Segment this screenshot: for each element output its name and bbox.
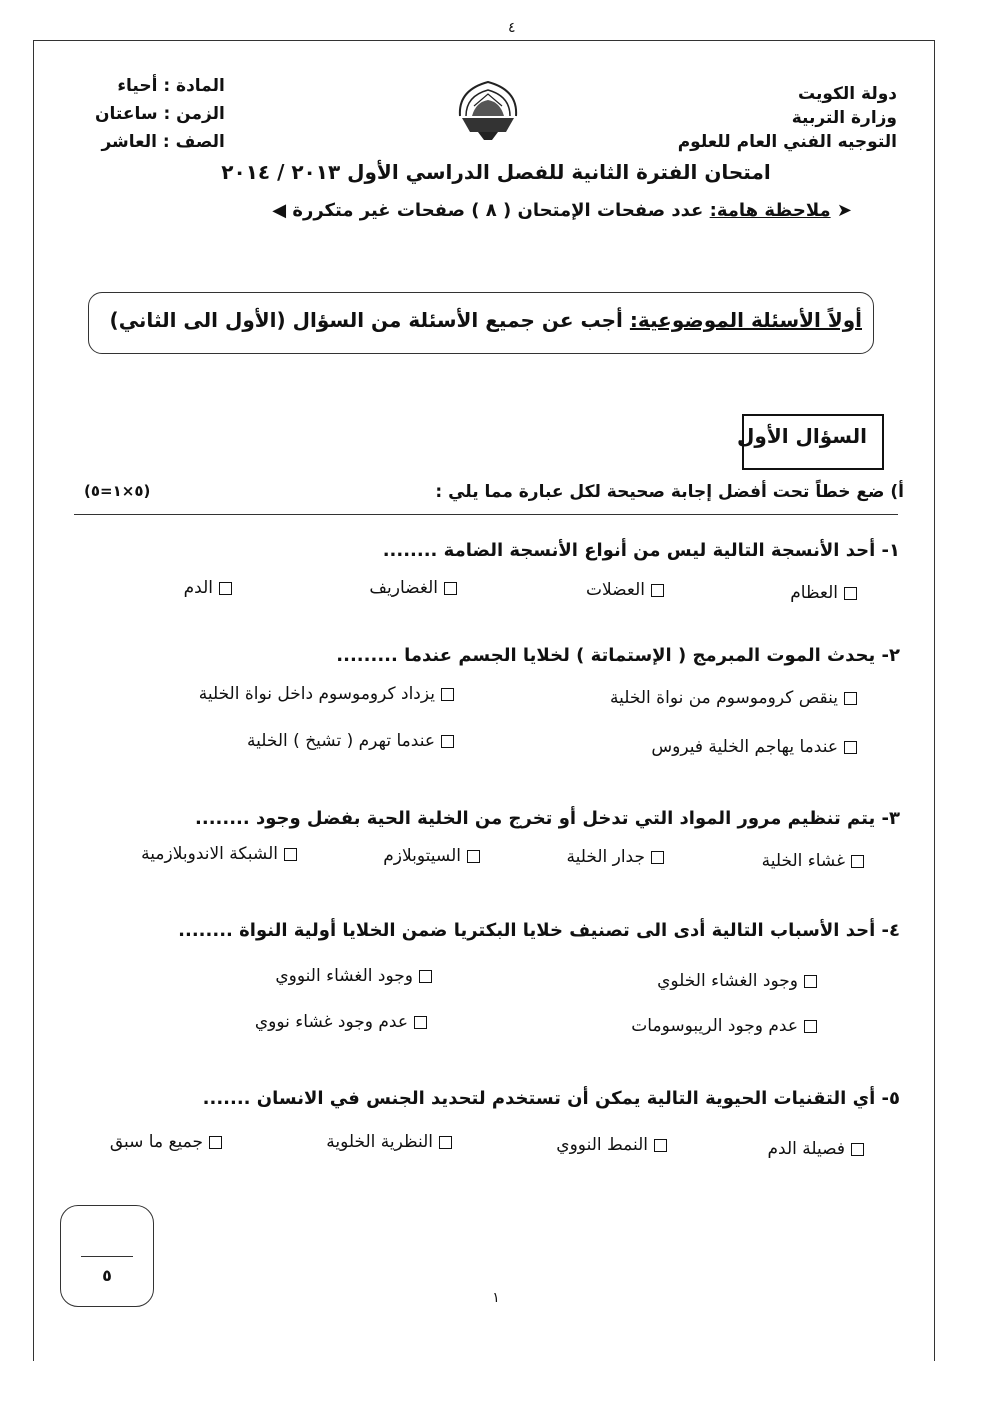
question-2-option-2[interactable]: [199, 684, 454, 704]
kuwait-emblem-icon: [452, 76, 524, 142]
instruction-line: [84, 482, 904, 502]
question-3-option-4[interactable]: [141, 844, 297, 864]
option-label: فصيلة الدم: [767, 1139, 845, 1159]
option-label: عدم وجود الريبوسومات: [631, 1016, 798, 1036]
checkbox-icon: [467, 850, 480, 863]
question-5-option-2[interactable]: [556, 1135, 667, 1155]
option-label: ينقص كروموسوم من نواة الخلية: [610, 688, 838, 708]
note-arrow-icon: ➤: [836, 200, 852, 221]
question-5-option-1[interactable]: [768, 1139, 865, 1159]
question-4-option-3[interactable]: [631, 1016, 817, 1036]
important-note: [272, 200, 852, 221]
checkbox-icon: [844, 587, 857, 600]
question-5-text: ٥- أي التقنيات الحيوية التالية يمكن أن تستخدم لتحديد الجنس في الانسان .......: [202, 1088, 900, 1109]
checkbox-icon: [851, 1143, 864, 1156]
option-label: عدم وجود غشاء نووي: [254, 1012, 408, 1032]
top-mark: ٤: [508, 20, 516, 36]
checkbox-icon: [441, 688, 454, 701]
checkbox-icon: [804, 1020, 817, 1033]
checkbox-icon: [419, 970, 432, 983]
note-text: عدد صفحات الإمتحان ( ٨ ) صفحات غير متكررة: [292, 200, 704, 221]
instruction-marks: (٥×١=٥): [84, 482, 151, 500]
question-one-title: السؤال الأول: [737, 424, 867, 448]
option-label: غشاء الخلية: [761, 851, 845, 871]
question-2-option-4[interactable]: [247, 731, 454, 751]
question-4-option-1[interactable]: [657, 971, 817, 991]
header-right: [678, 82, 897, 154]
option-label: الغضاريف: [369, 578, 438, 598]
note-label: ملاحظة هامة:: [709, 200, 831, 221]
question-4-option-4[interactable]: [255, 1012, 427, 1032]
question-1-text: ١- أحد الأنسجة التالية ليس من أنواع الأنسجة الضامة ........: [382, 540, 900, 561]
question-1-option-3[interactable]: [369, 578, 457, 598]
option-label: وجود الغشاء النووي: [275, 966, 413, 986]
option-label: عندما تهرم ( تشيخ ) الخلية: [247, 731, 435, 751]
checkbox-icon: [441, 735, 454, 748]
objective-text: أجب عن جميع الأسئلة من السؤال (الأول الى الثاني): [109, 308, 623, 332]
option-label: النمط النووي: [556, 1135, 648, 1155]
question-4-text: ٤- أحد الأسباب التالية أدى الى تصنيف خلايا البكتريا ضمن الخلايا أولية النواة ........: [178, 920, 900, 941]
header-country: دولة الكويت: [797, 84, 897, 104]
question-1-option-1[interactable]: [790, 583, 857, 603]
header-grade: الصف : العاشر: [101, 132, 225, 152]
option-label: العظام: [790, 583, 838, 603]
question-3-option-3[interactable]: [383, 846, 480, 866]
checkbox-icon: [651, 584, 664, 597]
question-5-option-3[interactable]: [326, 1132, 452, 1152]
checkbox-icon: [209, 1136, 222, 1149]
header-left: [95, 72, 225, 156]
option-label: عندما يهاجم الخلية فيروس: [651, 737, 838, 757]
option-label: يزداد كروموسوم داخل نواة الخلية: [198, 684, 435, 704]
checkbox-icon: [284, 848, 297, 861]
question-3-option-2[interactable]: [566, 847, 664, 867]
checkbox-icon: [851, 855, 864, 868]
option-label: العضلات: [586, 580, 645, 600]
exam-title: امتحان الفترة الثانية للفصل الدراسي الأول ٢٠١٣ / ٢٠١٤: [221, 160, 771, 184]
header-time: الزمن : ساعتان: [95, 104, 225, 124]
header-subject: المادة : أحياء: [117, 76, 225, 96]
checkbox-icon: [651, 851, 664, 864]
option-label: وجود الغشاء الخلوي: [657, 971, 798, 991]
note-arrow-end-icon: ◀: [272, 200, 287, 221]
score-divider: [81, 1256, 133, 1257]
objective-label: أولاً الأسئلة الموضوعية:: [629, 308, 862, 332]
objective-section-title: [110, 308, 862, 332]
question-3-option-1[interactable]: [762, 851, 864, 871]
checkbox-icon: [439, 1136, 452, 1149]
instruction-underline: [74, 514, 898, 515]
checkbox-icon: [444, 582, 457, 595]
checkbox-icon: [219, 582, 232, 595]
option-label: النظرية الخلوية: [326, 1132, 433, 1152]
question-3-text: ٣- يتم تنظيم مرور المواد التي تدخل أو تخرج من الخلية الحية بفضل وجود ........: [195, 808, 900, 829]
question-2-option-3[interactable]: [651, 737, 857, 757]
question-1-option-2[interactable]: [586, 580, 664, 600]
option-label: الشبكة الاندوبلازمية: [141, 844, 278, 864]
question-2-option-1[interactable]: [610, 688, 857, 708]
option-label: جميع ما سبق: [109, 1132, 203, 1152]
checkbox-icon: [654, 1139, 667, 1152]
score-total: ٥: [102, 1266, 112, 1285]
checkbox-icon: [844, 692, 857, 705]
option-label: جدار الخلية: [566, 847, 645, 867]
header-department: التوجيه الفني العام للعلوم: [677, 132, 897, 152]
option-label: الدم: [183, 578, 213, 598]
question-1-option-4[interactable]: [184, 578, 232, 598]
checkbox-icon: [844, 741, 857, 754]
checkbox-icon: [804, 975, 817, 988]
page-number: ١: [492, 1290, 500, 1306]
instruction-text: أ) ضع خطاً تحت أفضل إجابة صحيحة لكل عبارة مما يلي :: [435, 482, 904, 502]
option-label: السيتوبلازم: [383, 846, 461, 866]
checkbox-icon: [414, 1016, 427, 1029]
header-ministry: وزارة التربية: [791, 108, 897, 128]
question-4-option-2[interactable]: [275, 966, 432, 986]
question-2-text: ٢- يحدث الموت المبرمج ( الإستماتة ) لخلايا الجسم عندما .........: [336, 645, 900, 666]
question-5-option-4[interactable]: [110, 1132, 222, 1152]
